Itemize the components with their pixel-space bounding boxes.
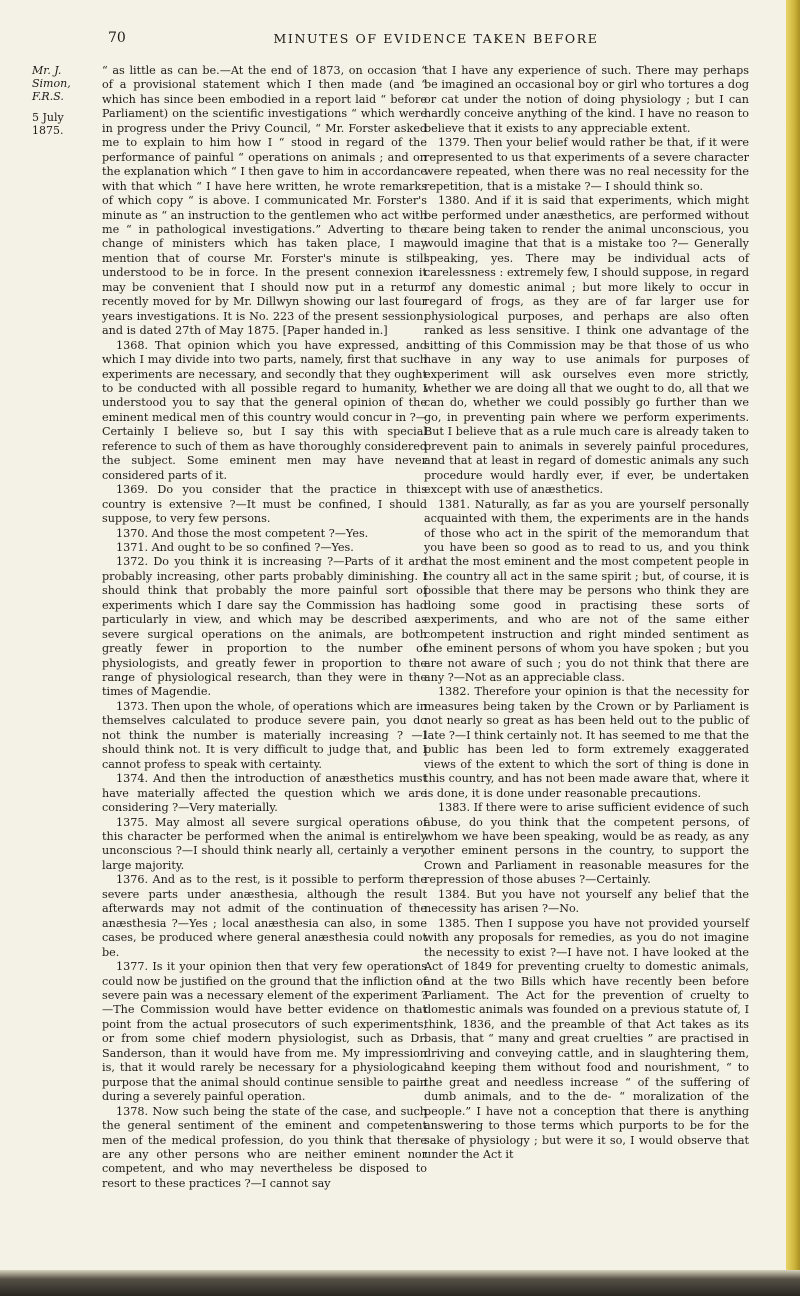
session-date: 5 July 1875.: [32, 111, 64, 137]
running-head: MINUTES OF EVIDENCE TAKEN BEFORE: [273, 31, 599, 46]
paragraph: 1377. Is it your opinion then that very few operations could now be justified on the ground that the infliction of severe pain was a necessary element of the experiment ?—The Commission would have better evidence on that point from the actual prosecutors of such experiments, or from some chief modern physiologist, such as Dr. Sanderson, than it would have from me. My impression is, that it would rarely be necessary for a physiological purpose that the animal should continue sensible to pain during a severely painful operation.: [102, 960, 427, 1104]
paragraph: 1375. May almost all severe surgical operations of this character be performed when the animal is entirely unconscious ?—I should think nearly all, certainly a very large majority.: [102, 815, 427, 872]
paragraph: 1371. And ought to be so confined ?—Yes.: [116, 540, 354, 554]
witness-name: Mr. J. Simon, F.R.S.: [32, 64, 71, 103]
page-header: [0, 30, 800, 50]
paragraph: 1381. Naturally, as far as you are yourself personally acquainted with them, the experiments are in the hands of those who act in the spirit of the memorandum that you have been so good as to read to us, and you think that the most eminent and the most competent people in the country all act in the same spirit ; but, of course, it is possible that there may be persons who think they are doing some good in practising these sorts of experiments, and who are not of the same either competent instruction and right minded sentiment as the eminent persons of whom you have spoken ; but you are not aware of such ; you do not think that there are any ?—Not as an appreciable class.: [424, 497, 749, 685]
margin-note: [32, 64, 94, 137]
paragraph: 1378. Now such being the state of the case, and such the general sentiment of the eminent and competent men of the medical profession, do you think that there are any other persons who are neither eminent nor competent, and who may nevertheless be disposed to resort to these practices ?—I cannot say: [102, 1104, 427, 1190]
paragraph: that I have any experience of such. There may perhaps be imagined an occasional boy or girl who tortures a dog or cat under the notion of doing physiology ; but I can hardly conceive anything of the kind. I have no reason to believe that it exists to any appreciable extent.: [424, 64, 749, 135]
paragraph: 1384. But you have not yourself any belief that the necessity has arisen ?—No.: [424, 887, 749, 916]
scan-shadow: [0, 1270, 800, 1296]
paragraph: 1369. Do you consider that the practice in this country is extensive ?—It must be confined, I should suppose, to very few persons.: [102, 483, 427, 526]
paragraph: “ as little as can be.—At the end of 1873, on occasion “ of a provisional statement which I then made (and “ which has since been embodied in a report laid “ before Parliament) on the scientific investigations “ which were in progress under the Privy Council, “ Mr. Forster asked me to explain to him how I “ stood in regard of the performance of painful “ operations on animals ; and on the explanation which “ I then gave to him in accordance with that which “ I have here written, he wrote remarks of which copy “ is above. I communicated Mr. Forster's minute as “ an instruction to the gentlemen who act with me “ in pathological investigations.” Adverting to the change of ministers which has taken place, I may mention that of course Mr. Forster's minute is still understood to be in force. In the present connexion it may be convenient that I should now put in a return recently moved for by Mr. Dillwyn showing our last four years investigations. It is No. 223 of the present session, and is dated 27th of May 1875. [Paper handed in.]: [102, 64, 427, 338]
paragraph: 1374. And then the introduction of anæsthetics must have materially affected the question which we are considering ?—Very materially.: [102, 772, 427, 815]
paragraph: 1376. And as to the rest, is it possible to perform the severe parts under anæsthesia, although the result afterwards may not admit of the continuation of the anæsthesia ?—Yes ; local anæsthesia can also, in some cases, be produced where general anæsthesia could not be.: [102, 873, 427, 959]
paragraph: 1382. Therefore your opinion is that the necessity for measures being taken by the Crown or by Parliament is not nearly so great as has been held out to the public of late ?—I think certainly not. It has seemed to me that the public has been led to form extremely exaggerated views of the extent to which the sort of thing is done in this country, and has not been made aware that, where it is done, it is done under reasonable precautions.: [424, 685, 749, 800]
paragraph: 1370. And those the most competent ?—Yes.: [116, 526, 369, 540]
page-edge: [786, 0, 800, 1296]
left-column: [102, 64, 427, 1191]
paragraph: 1372. Do you think it is increasing ?—Parts of it are probably increasing, other parts probably diminishing. I should think that probably the more painful sort of experiments which I dare say the Commission has had particularly in view, and which may be described as severe surgical operations on the animals, are both greatly fewer in proportion to the number of physiologists, and greatly fewer in proportion to the range of physiological research, than they were in the times of Magendie.: [102, 555, 427, 699]
paragraph: 1379. Then your belief would rather be that, if it were represented to us that experiments of a severe character were repeated, when there was no real necessity for the repetition, that is a mistake ?— I should think so.: [424, 136, 749, 193]
paragraph: 1368. That opinion which you have expressed, and which I may divide into two parts, namely, first that such experiments are necessary, and secondly that they ought to be conducted with all possible regard to humanity, I understood you to say that the general opinion of the eminent medical men of this country would concur in ?—Certainly I believe so, but I say this with special reference to such of them as have thoroughly considered the subject. Some eminent men may have never considered parts of it.: [102, 338, 427, 482]
paragraph: 1373. Then upon the whole, of operations which are in themselves calculated to produce severe pain, you do not think the number is materially increasing ? —I should think not. It is very difficult to judge that, and I cannot profess to speak with certainty.: [102, 699, 427, 771]
page-number: 70: [108, 30, 126, 46]
paragraph: 1383. If there were to arise sufficient evidence of such abuse, do you think that the competent persons, of whom we have been speaking, would be as ready, as any other eminent persons in the country, to support the Crown and Parliament in reasonable measures for the repression of those abuses ?—Certainly.: [424, 801, 749, 887]
right-column: [424, 64, 749, 1162]
paragraph: 1385. Then I suppose you have not provided yourself with any proposals for remedies, as you do not imagine the necessity to exist ?—I have not. I have looked at the Act of 1849 for preventing cruelty to domestic animals, and at the two Bills which have recently been before Parliament. The Act for the prevention of cruelty to domestic animals was founded on a previous statute of, I think, 1836, and the preamble of that Act takes as its basis, that “ many and great cruelties ” are practised in driving and conveying cattle, and in slaughtering them, and keeping them without food and nourishment, “ to the great and needless increase “ of the suffering of dumb animals, and to the de- “ moralization of the people.” I have not a conception that there is anything answering to those terms which purports to be for the sake of physiology ; but were it so, I would observe that under the Act it: [424, 916, 749, 1161]
paragraph: 1380. And if it is said that experiments, which might be performed under anæsthetics, are performed without care being taken to render the animal unconscious, you would imagine that that is a mistake too ?— Generally speaking, yes. There may be individual acts of carelessness : extremely few, I should suppose, in regard of any domestic animal ; but more likely to occur in regard of frogs, as they are of far larger use for physiological purposes, and perhaps are also often ranked as less sensitive. I think one advantage of the sitting of this Commission may be that those of us who have in any way to use animals for purposes of experiment will ask ourselves even more strictly, whether we are doing all that we ought to do, all that we can do, whether we could possibly go further than we go, in preventing pain where we perform experiments. But I believe that as a rule much care is already taken to prevent pain to animals in severely painful procedures, and that at least in regard of domestic animals any such procedure would hardly ever, if ever, be undertaken except with use of anæsthetics.: [424, 194, 749, 497]
